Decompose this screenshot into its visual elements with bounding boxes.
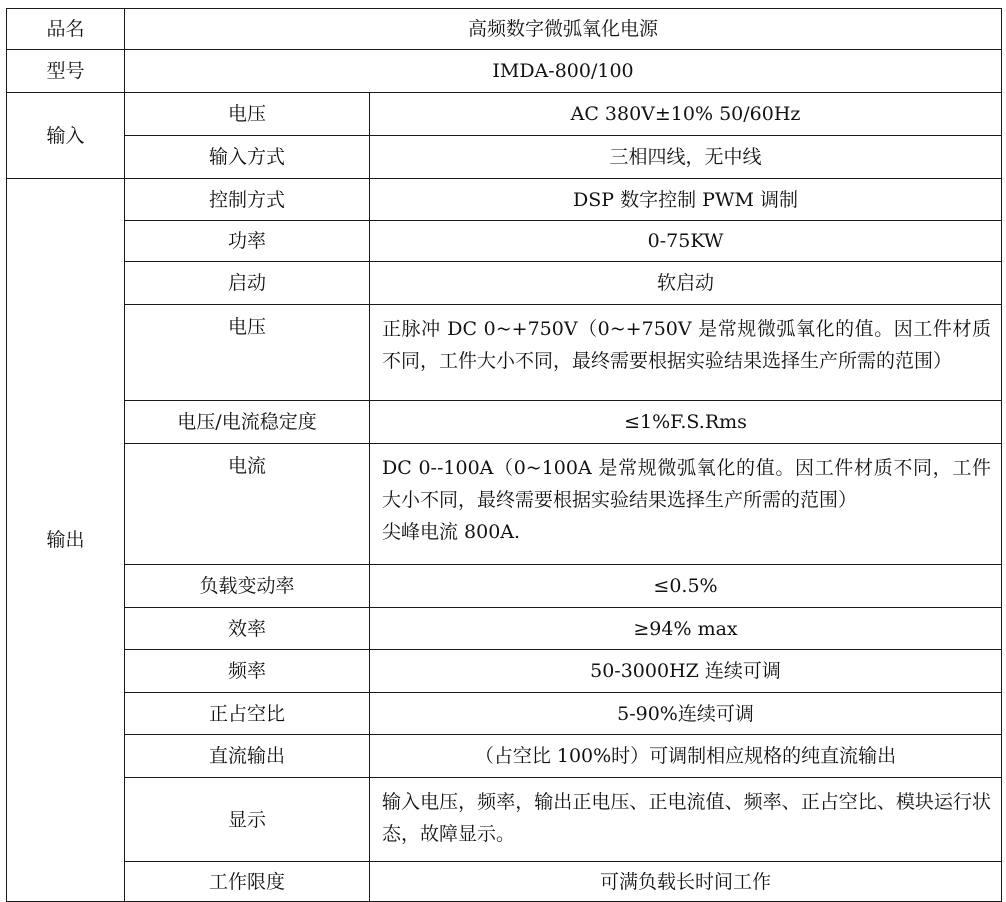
row-value: IMDA-800/100 (125, 50, 1002, 93)
table-row (7, 778, 1002, 862)
row-label: 显示 (125, 778, 370, 862)
row-value: DSP 数字控制 PWM 调制 (370, 179, 1002, 221)
table-row (7, 735, 1002, 778)
row-label: 频率 (125, 650, 370, 693)
row-value: AC 380V±10% 50/60Hz (370, 93, 1002, 136)
group-label-input: 输入 (7, 93, 125, 179)
row-label: 工作限度 (125, 862, 370, 902)
row-label: 电压 (125, 305, 370, 401)
row-value: 三相四线，无中线 (370, 136, 1002, 179)
table-row (7, 9, 1002, 50)
row-label: 电压 (125, 93, 370, 136)
table-row (7, 608, 1002, 650)
group-label-output: 输出 (7, 179, 125, 902)
row-value: （占空比 100%时）可调制相应规格的纯直流输出 (370, 735, 1002, 778)
row-label: 启动 (125, 262, 370, 305)
row-value: 5-90%连续可调 (370, 693, 1002, 735)
row-label: 电流 (125, 444, 370, 565)
table-row (7, 50, 1002, 93)
row-value: 输入电压，频率，输出正电压、正电流值、频率、正占空比、模块运行状态，故障显示。 (370, 778, 1002, 862)
spec-table (6, 8, 1002, 902)
row-value: 高频数字微弧氧化电源 (125, 9, 1002, 50)
table-row (7, 93, 1002, 136)
row-value: 软启动 (370, 262, 1002, 305)
row-value: 正脉冲 DC 0~+750V（0~+750V 是常规微弧氧化的值。因工件材质不同，工件大小不同，最终需要根据实验结果选择生产所需的范围） (370, 305, 1002, 401)
table-row (7, 693, 1002, 735)
row-value: ≤0.5% (370, 565, 1002, 608)
row-value (370, 444, 1002, 565)
table-row (7, 650, 1002, 693)
row-value: ≥94% max (370, 608, 1002, 650)
table-row (7, 179, 1002, 221)
row-label: 负载变动率 (125, 565, 370, 608)
row-value: 0-75KW (370, 221, 1002, 262)
current-range-text: DC 0--100A（0~100A 是常规微弧氧化的值。因工件材质不同，工件大小不同，最终需要根据实验结果选择生产所需的范围） (382, 457, 992, 511)
row-label: 控制方式 (125, 179, 370, 221)
table-row (7, 305, 1002, 401)
row-label: 输入方式 (125, 136, 370, 179)
row-value: ≤1%F.S.Rms (370, 401, 1002, 444)
row-label: 型号 (7, 50, 125, 93)
table-row (7, 262, 1002, 305)
row-label: 电压/电流稳定度 (125, 401, 370, 444)
table-row (7, 136, 1002, 179)
table-row (7, 221, 1002, 262)
peak-current-text: 尖峰电流 800A. (382, 521, 521, 543)
row-label: 功率 (125, 221, 370, 262)
table-row (7, 444, 1002, 565)
table-row (7, 862, 1002, 902)
row-value: 可满负载长时间工作 (370, 862, 1002, 902)
row-label: 正占空比 (125, 693, 370, 735)
row-label: 品名 (7, 9, 125, 50)
row-label: 直流输出 (125, 735, 370, 778)
row-label: 效率 (125, 608, 370, 650)
table-row (7, 401, 1002, 444)
table-row (7, 565, 1002, 608)
row-value: 50-3000HZ 连续可调 (370, 650, 1002, 693)
